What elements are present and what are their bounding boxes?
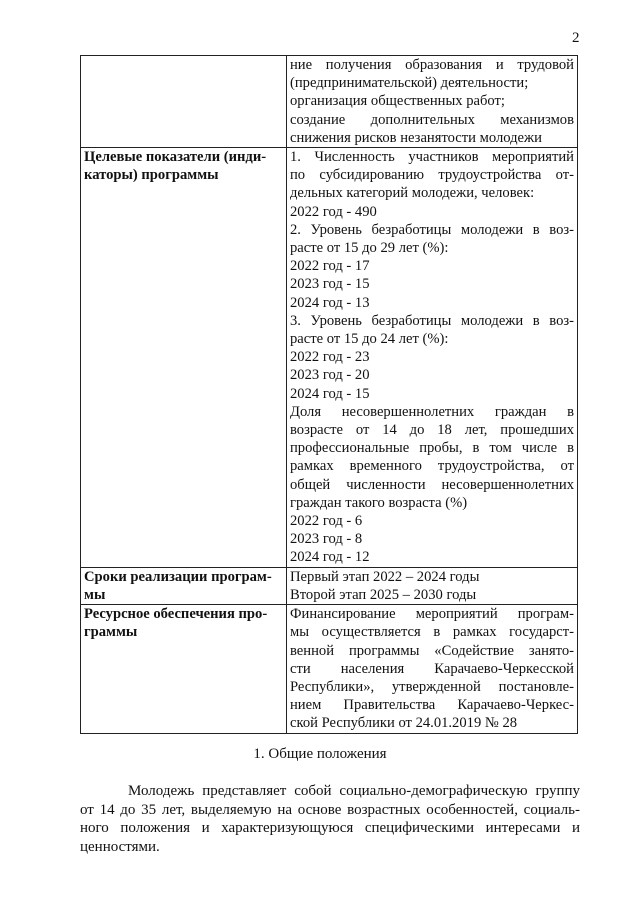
label-line: Сроки реализации програм- xyxy=(84,568,272,585)
text-line: нием Правительства Карачаево-Черкес- xyxy=(290,697,574,714)
text-line: по субсидированию трудоустройства от- xyxy=(290,167,574,184)
text-line: 2024 год - 12 xyxy=(290,549,370,566)
text-line: 2022 год - 23 xyxy=(290,349,370,366)
text-line: 3. Уровень безработицы молодежи в воз- xyxy=(290,312,574,329)
text-line: возрасте от 14 до 18 лет, прошедших xyxy=(290,422,574,439)
label-line: граммы xyxy=(84,624,138,641)
paragraph-line: от 14 до 35 лет, выделяемую на основе возрастных особенностей, социаль- xyxy=(80,801,580,818)
text-line: рамках временного трудоустройства, от xyxy=(290,458,574,475)
text-line: 2022 год - 17 xyxy=(290,258,370,275)
text-line: Доля несовершеннолетних граждан в xyxy=(290,403,574,420)
section-heading: 1. Общие положения xyxy=(253,746,387,762)
table-row-terms xyxy=(81,567,578,604)
text-line: 2023 год - 20 xyxy=(290,367,370,384)
row-label-empty xyxy=(81,56,287,148)
text-line: Второй этап 2025 – 2030 годы xyxy=(290,586,477,603)
text-line: Республики», утвержденной постановле- xyxy=(290,678,574,695)
program-passport-table xyxy=(80,55,578,734)
table-row-indicators xyxy=(81,148,578,568)
text-line: ской Республики от 24.01.2019 № 28 xyxy=(290,715,518,732)
text-line: расте от 15 до 29 лет (%): xyxy=(290,240,449,257)
text-line: расте от 15 до 24 лет (%): xyxy=(290,331,449,348)
text-line: сти населения Карачаево-Черкесской xyxy=(290,660,574,677)
label-line: Целевые показатели (инди- xyxy=(84,149,267,166)
text-line: венной программы «Содействие занято- xyxy=(290,642,574,659)
text-line: дельных категорий молодежи, человек: xyxy=(290,185,535,202)
body-paragraph xyxy=(80,782,580,856)
row-value-resources xyxy=(287,605,578,733)
paragraph-line: ценностями. xyxy=(80,838,160,855)
table-row-resources xyxy=(81,605,578,733)
paragraph-line: Молодежь представляет собой социально-демографическую группу xyxy=(128,783,580,799)
text-line: 1. Численность участников мероприятий xyxy=(290,149,574,166)
row-value-terms xyxy=(287,567,578,604)
text-line: общей численности несовершеннолетних xyxy=(290,476,574,493)
row-label-resources xyxy=(81,605,287,733)
text-line: организация общественных работ; xyxy=(290,93,505,110)
text-line: 2022 год - 490 xyxy=(290,203,377,220)
page-number: 2 xyxy=(572,30,580,46)
text-line: профессиональные пробы, в том числе в xyxy=(290,440,574,457)
row-label-terms xyxy=(81,567,287,604)
paragraph-line: ного положения и характеризующуюся специфическими интересами и xyxy=(80,820,580,836)
label-line: каторы) программы xyxy=(84,167,219,184)
text-line: 2. Уровень безработицы молодежи в воз- xyxy=(290,221,574,238)
text-line: граждан такого возраста (%) xyxy=(290,494,468,511)
text-line: 2022 год - 6 xyxy=(290,513,363,530)
label-line: мы xyxy=(84,586,106,603)
text-line: снижения рисков незанятости молодежи xyxy=(290,129,542,146)
text-line: 2024 год - 15 xyxy=(290,385,370,402)
table-row-continuation xyxy=(81,56,578,148)
text-line: 2023 год - 15 xyxy=(290,276,370,293)
row-label-indicators xyxy=(81,148,287,568)
text-line: мы осуществляется в рамках государст- xyxy=(290,624,574,641)
text-line: 2024 год - 13 xyxy=(290,294,370,311)
text-line: создание дополнительных механизмов xyxy=(290,111,574,128)
row-value-continuation xyxy=(287,56,578,148)
label-line: Ресурсное обеспечения про- xyxy=(84,606,268,623)
text-line: Финансирование мероприятий програм- xyxy=(290,606,574,623)
row-value-indicators xyxy=(287,148,578,568)
text-line: (предпринимательской) деятельности; xyxy=(290,75,529,92)
text-line: ние получения образования и трудовой xyxy=(290,57,574,73)
text-line: 2023 год - 8 xyxy=(290,531,363,548)
text-line: Первый этап 2022 – 2024 годы xyxy=(290,568,480,585)
